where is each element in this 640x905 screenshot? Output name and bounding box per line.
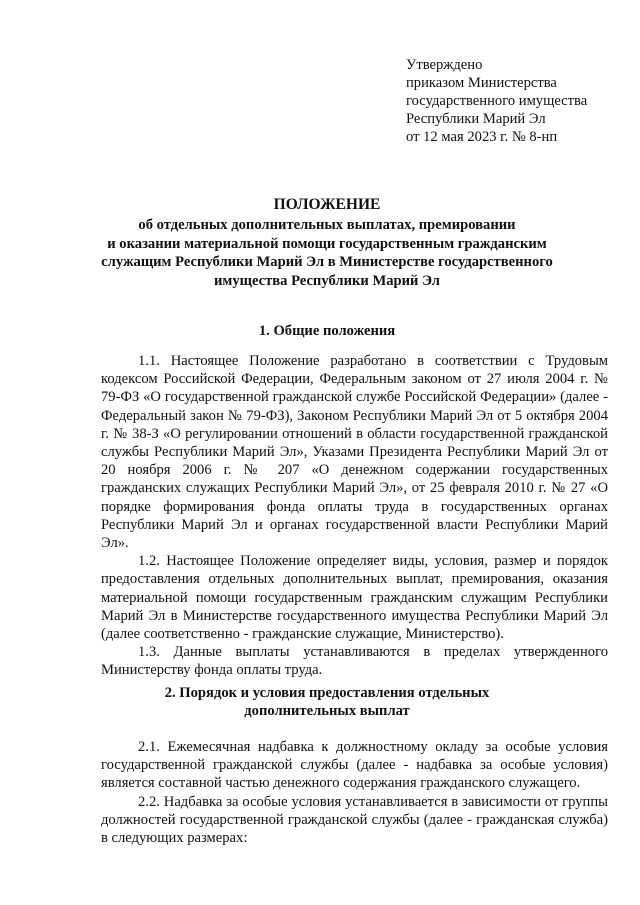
approval-line: государственного имущества: [406, 93, 588, 109]
approval-line: приказом Министерства: [406, 75, 557, 91]
paragraph-1-3: 1.3. Данные выплаты устанавливаются в пределах утвержденного Министерству фонда оплаты труда.: [101, 644, 608, 679]
section-2-heading-line: 2. Порядок и условия предоставления отдельных: [164, 685, 490, 701]
document-title-line: и оказании материальной помощи государственным гражданским: [107, 235, 547, 252]
section-1-body: [101, 352, 608, 680]
section-2-body: [101, 738, 608, 847]
document-title-line: служащим Республики Марий Эл в Министерстве государственного: [101, 254, 553, 270]
document-title-main: ПОЛОЖЕНИЕ: [273, 196, 381, 213]
paragraph-2-2: 2.2. Надбавка за особые условия устанавливается в зависимости от группы должностей государственной гражданской службы (далее - гражданская служба) в следующих размерах:: [101, 793, 608, 847]
approval-line: от 12 мая 2023 г. № 8-нп: [406, 129, 558, 145]
approval-line: Республики Марий Эл: [406, 111, 546, 127]
paragraph-1-2: 1.2. Настоящее Положение определяет виды, условия, размер и порядок предоставления отдельных дополнительных выплат, премирования, оказания материальной помощи государственным гражданским служащим Республики Марий Эл в Министерстве государственного имущества Республики Марий Эл (далее соответственно - гражданские служащие, Министерство).: [101, 553, 608, 643]
section-2-heading: [80, 684, 574, 720]
paragraph-2-1: 2.1. Ежемесячная надбавка к должностному окладу за особые условия государственной гражданской службы (далее - надбавка за особые условия) является составной частью денежного содержания гражданского служащего.: [101, 739, 608, 792]
section-1-heading: [80, 322, 574, 340]
document-title-line: имущества Республики Марий Эл: [213, 272, 440, 289]
section-2-heading-line: дополнительных выплат: [244, 703, 410, 719]
paragraph-1-1: 1.1. Настоящее Положение разработано в соответствии с Трудовым кодексом Российской Федерации, Федеральным законом от 27 июля 2004 г. № 79-ФЗ «О государственной гражданской службе Российской Федерации» (далее - Федеральный закон № 79-ФЗ), Законом Республики Марий Эл от 5 октября 2004 г. № 38-З «О регулировании отношений в области государственной гражданской службы Республики Марий Эл», Указами Президента Республики Марий Эл от 20 ноября 2006 г. № 207 «О денежном содержании государственных гражданских служащих Республики Марий Эл», от 25 февраля 2010 г. № 27 «О порядке формирования фонда оплаты труда в государственных органах Республики Марий Эл и органах государственной власти Республики Марий Эл».: [101, 353, 608, 552]
approval-line: Утверждено: [406, 57, 483, 73]
approval-stamp: [406, 56, 626, 146]
document-title: [80, 196, 574, 290]
section-1-heading-text: 1. Общие положения: [258, 323, 396, 339]
document-title-line: об отдельных дополнительных выплатах, премировании: [138, 217, 516, 233]
